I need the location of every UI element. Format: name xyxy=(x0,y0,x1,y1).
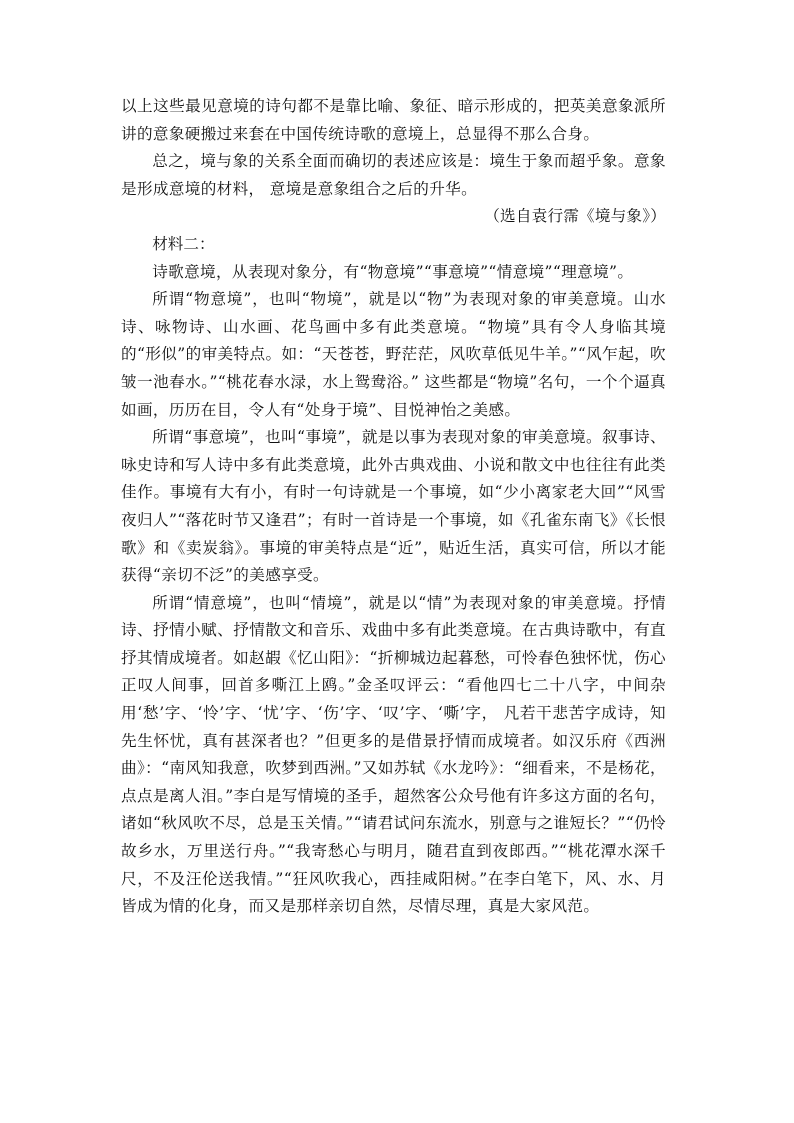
paragraph-1: 以上这些最见意境的诗句都不是靠比喻、象征、暗示形成的，把英美意象派所讲的意象硬搬过来套在中国传统诗歌的意境上，总显得不那么合身。 xyxy=(121,97,666,143)
document-page xyxy=(121,93,666,921)
source-citation: （选自袁行霈《境与象》） xyxy=(484,207,666,226)
paragraph-6: 所谓“情意境”，也叫“情境”，就是以“情”为表现对象的审美意境。抒情诗、抒情小赋、抒情散文和音乐、戏曲中多有此类意境。在古典诗歌中，有直抒其情成境者。如赵嘏《忆山阳》：“折柳城边起暮愁，可怜春色独怀忧，伤心正叹人间事，回首多嘶江上鸥。”金圣叹评云：“看他四七二十八字，中间杂用‘愁’字、‘怜’字、‘忧’字、‘伤’字、‘叹’字、‘嘶’字， 凡若干悲苦字成诗，知先生怀忧，真有甚深者也？”但更多的是借景抒情而成境者。如汉乐府《西洲曲》：“南风知我意，吹梦到西洲。”又如苏轼《水龙吟》：“细看来，不是杨花，点点是离人泪。”李白是写情境的圣手，超然客公众号他有许多这方面的名句，诸如“秋风吹不尽，总是玉关情。”“请君试问东流水，别意与之谁短长？”“仍怜故乡水，万里送行舟。”“我寄愁心与明月，随君直到夜郎西。”“桃花潭水深千尺，不及汪伦送我情。”“狂风吹我心，西挂咸阳树。”在李白笔下，风、水、月皆成为情的化身，而又是那样亲切自然，尽情尽理，真是大家风范。 xyxy=(121,593,666,916)
paragraph-2: 总之，境与象的关系全面而确切的表述应该是：境生于象而超乎象。意象是形成意境的材料， 意境是意象组合之后的升华。 xyxy=(121,152,666,198)
paragraph-5: 所谓“事意境”，也叫“事境”，就是以事为表现对象的审美意境。叙事诗、咏史诗和写人诗中多有此类意境，此外古典戏曲、小说和散文中也往往有此类佳作。事境有大有小，有时一句诗就是一个事境，如“少小离家老大回”“风雪夜归人”“落花时节又逢君”；有时一首诗是一个事境，如《孔雀东南飞》《长恨歌》和《卖炭翁》。事境的审美特点是“近”，贴近生活，真实可信，所以才能获得“亲切不泛”的美感享受。 xyxy=(121,428,666,585)
paragraph-3: 诗歌意境，从表现对象分，有“物意境”“事意境”“情意境”“理意境”。 xyxy=(152,262,634,281)
material-label: 材料二： xyxy=(152,234,215,253)
paragraph-4: 所谓“物意境”，也叫“物境”，就是以“物”为表现对象的审美意境。山水诗、咏物诗、山水画、花鸟画中多有此类意境。“物境”具有令人身临其境的“形似”的审美特点。如：“天苍苍，野茫茫，风吹草低见牛羊。”“风乍起，吹皱一池春水。”“桃花春水渌，水上鸳鸯浴。” 这些都是“物境”名句，一个个逼真如画，历历在目，令人有“处身于境”、目悦神怡之美感。 xyxy=(121,290,666,419)
